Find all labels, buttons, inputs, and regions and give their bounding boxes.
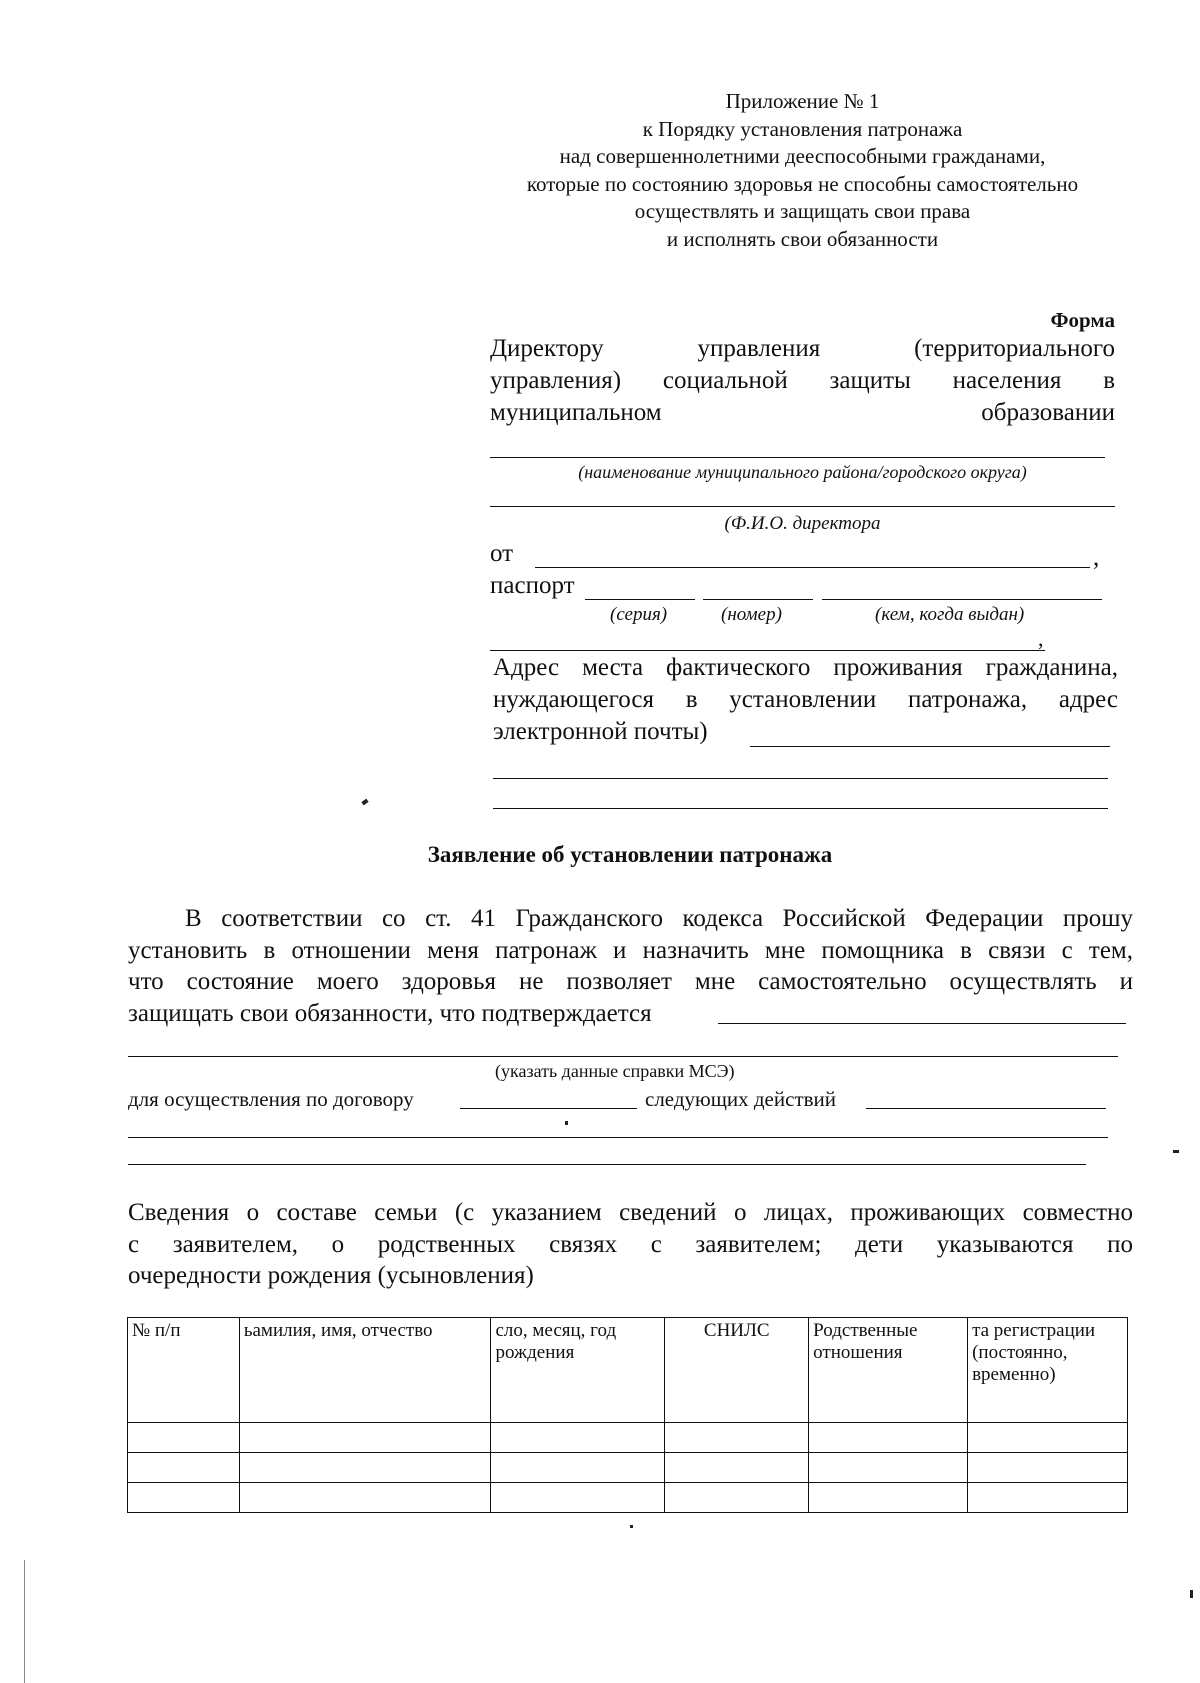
table-cell[interactable] [491, 1483, 665, 1513]
statement-title: Заявление об установлении патронажа [427, 842, 833, 867]
family-table-header-row [128, 1318, 1128, 1423]
addressee-word: образовании [981, 399, 1115, 426]
family-intro [128, 1197, 1133, 1292]
municipality-caption: (наименование муниципального района/городского округа) [578, 462, 1027, 482]
addressee-line-2 [490, 365, 1115, 397]
addressee-word: социальной [662, 367, 788, 394]
family-table [127, 1317, 1128, 1513]
scan-edge-line [24, 1560, 25, 1683]
appendix-line: и исполнять свои обязанности [666, 226, 939, 251]
appendix-line: осуществлять и защищать свои права [634, 199, 971, 223]
contract-label: для осуществления по договору [128, 1087, 414, 1111]
mse-caption: (указать данные справки МСЭ) [495, 1061, 735, 1081]
appendix-line: к Порядку установления патронажа [642, 116, 963, 141]
scan-speck [361, 799, 368, 806]
addressee-word: Директору [490, 335, 604, 362]
passport-label: паспорт [490, 572, 575, 599]
actions-label: следующих действий [645, 1087, 837, 1111]
from-label: от [490, 540, 514, 567]
table-cell[interactable] [491, 1423, 665, 1453]
header-cell-snils: СНИЛС [665, 1318, 809, 1423]
passport-continuation-line[interactable] [490, 650, 1045, 651]
header-cell-number: № п/п [128, 1318, 240, 1423]
issued-caption: (кем, когда выдан) [875, 604, 1025, 625]
director-caption: (Ф.И.О. директора [724, 513, 881, 534]
addressee-word: защиты [829, 367, 911, 394]
from-field-line[interactable] [535, 567, 1090, 568]
table-cell[interactable] [665, 1453, 809, 1483]
table-row [128, 1453, 1128, 1483]
scan-speck [1190, 1590, 1193, 1598]
scan-speck [1173, 1150, 1179, 1153]
passport-issued-line[interactable] [822, 599, 1102, 600]
passport-end-comma: , [1038, 626, 1044, 651]
appendix-line: Приложение № 1 [725, 89, 880, 113]
statement-paragraph [128, 903, 1133, 1029]
address-field-line-2[interactable] [493, 778, 1108, 779]
table-cell[interactable] [809, 1483, 968, 1513]
table-cell[interactable] [809, 1453, 968, 1483]
table-cell[interactable] [239, 1483, 491, 1513]
addressee-word: муниципальном [490, 399, 662, 426]
table-cell[interactable] [968, 1423, 1128, 1453]
addressee-block [490, 333, 1115, 429]
actions-field-line[interactable] [866, 1108, 1106, 1109]
confirmation-field-line[interactable] [718, 1023, 1126, 1024]
director-field-line[interactable] [490, 506, 1115, 507]
address-line: нуждающегося в установлении патронажа, адрес [493, 686, 1118, 713]
appendix-line: над совершеннолетними дееспособными гражданами, [559, 144, 1046, 168]
form-label: Форма [1050, 308, 1115, 332]
email-field-line[interactable] [750, 746, 1110, 747]
appendix-line: которые по состоянию здоровья не способны самостоятельно [526, 171, 1079, 196]
table-cell[interactable] [809, 1423, 968, 1453]
statement-line: установить в отношении меня патронаж и назначить мне помощника в связи с тем, [128, 936, 1133, 964]
address-line: Адрес места фактического проживания гражданина, [493, 654, 1118, 681]
from-end-comma: , [1093, 544, 1100, 571]
family-intro-line: очередности рождения (усыновления) [128, 1262, 534, 1289]
addressee-word: (территориального [914, 335, 1115, 362]
table-cell[interactable] [968, 1453, 1128, 1483]
address-field-line-3[interactable] [493, 808, 1108, 809]
header-cell-relation: Родственные отношения [809, 1318, 968, 1423]
table-cell[interactable] [665, 1483, 809, 1513]
actions-field-line-3[interactable] [128, 1164, 1086, 1165]
scan-speck [565, 1121, 568, 1125]
passport-number-line[interactable] [703, 599, 813, 600]
addressee-line-3 [490, 397, 1115, 429]
appendix-header [470, 88, 1135, 253]
number-caption: (номер) [721, 604, 782, 625]
addressee-word: управления) [490, 367, 622, 394]
table-cell[interactable] [491, 1453, 665, 1483]
addressee-word: управления [697, 335, 821, 362]
address-line: электронной почты) [493, 718, 708, 745]
table-row [128, 1483, 1128, 1513]
series-caption: (серия) [610, 604, 668, 625]
table-cell[interactable] [128, 1483, 240, 1513]
confirmation-field-line-2[interactable] [128, 1056, 1118, 1057]
table-cell[interactable] [128, 1453, 240, 1483]
contract-field-line[interactable] [460, 1108, 637, 1109]
header-cell-birthdate: сло, месяц, год рождения [491, 1318, 665, 1423]
addressee-word: населения [952, 367, 1062, 394]
address-block [493, 652, 1118, 748]
table-cell[interactable] [239, 1423, 491, 1453]
header-cell-registration: та регистрации (постоянно, временно) [968, 1318, 1128, 1423]
actions-field-line-2[interactable] [128, 1137, 1108, 1138]
statement-line: что состояние моего здоровья не позволяет мне самостоятельно осуществлять и [128, 968, 1133, 995]
statement-line: В соответствии со ст. 41 Гражданского кодекса Российской Федерации прошу [185, 905, 1133, 932]
passport-series-line[interactable] [585, 599, 695, 600]
table-cell[interactable] [968, 1483, 1128, 1513]
table-cell[interactable] [239, 1453, 491, 1483]
header-cell-name: ьамилия, имя, отчество [239, 1318, 491, 1423]
table-row [128, 1423, 1128, 1453]
family-intro-line: Сведения о составе семьи (с указанием сведений о лицах, проживающих совместно [128, 1199, 1133, 1226]
addressee-word: в [1103, 367, 1115, 394]
table-cell[interactable] [128, 1423, 240, 1453]
addressee-line-1 [490, 333, 1115, 365]
municipality-field-line[interactable] [490, 457, 1105, 458]
statement-line: защищать свои обязанности, что подтверждается [128, 999, 652, 1027]
family-intro-line: с заявителем, о родственных связях с заявителем; дети указываются по [128, 1230, 1133, 1258]
scan-speck [630, 1525, 633, 1528]
table-cell[interactable] [665, 1423, 809, 1453]
